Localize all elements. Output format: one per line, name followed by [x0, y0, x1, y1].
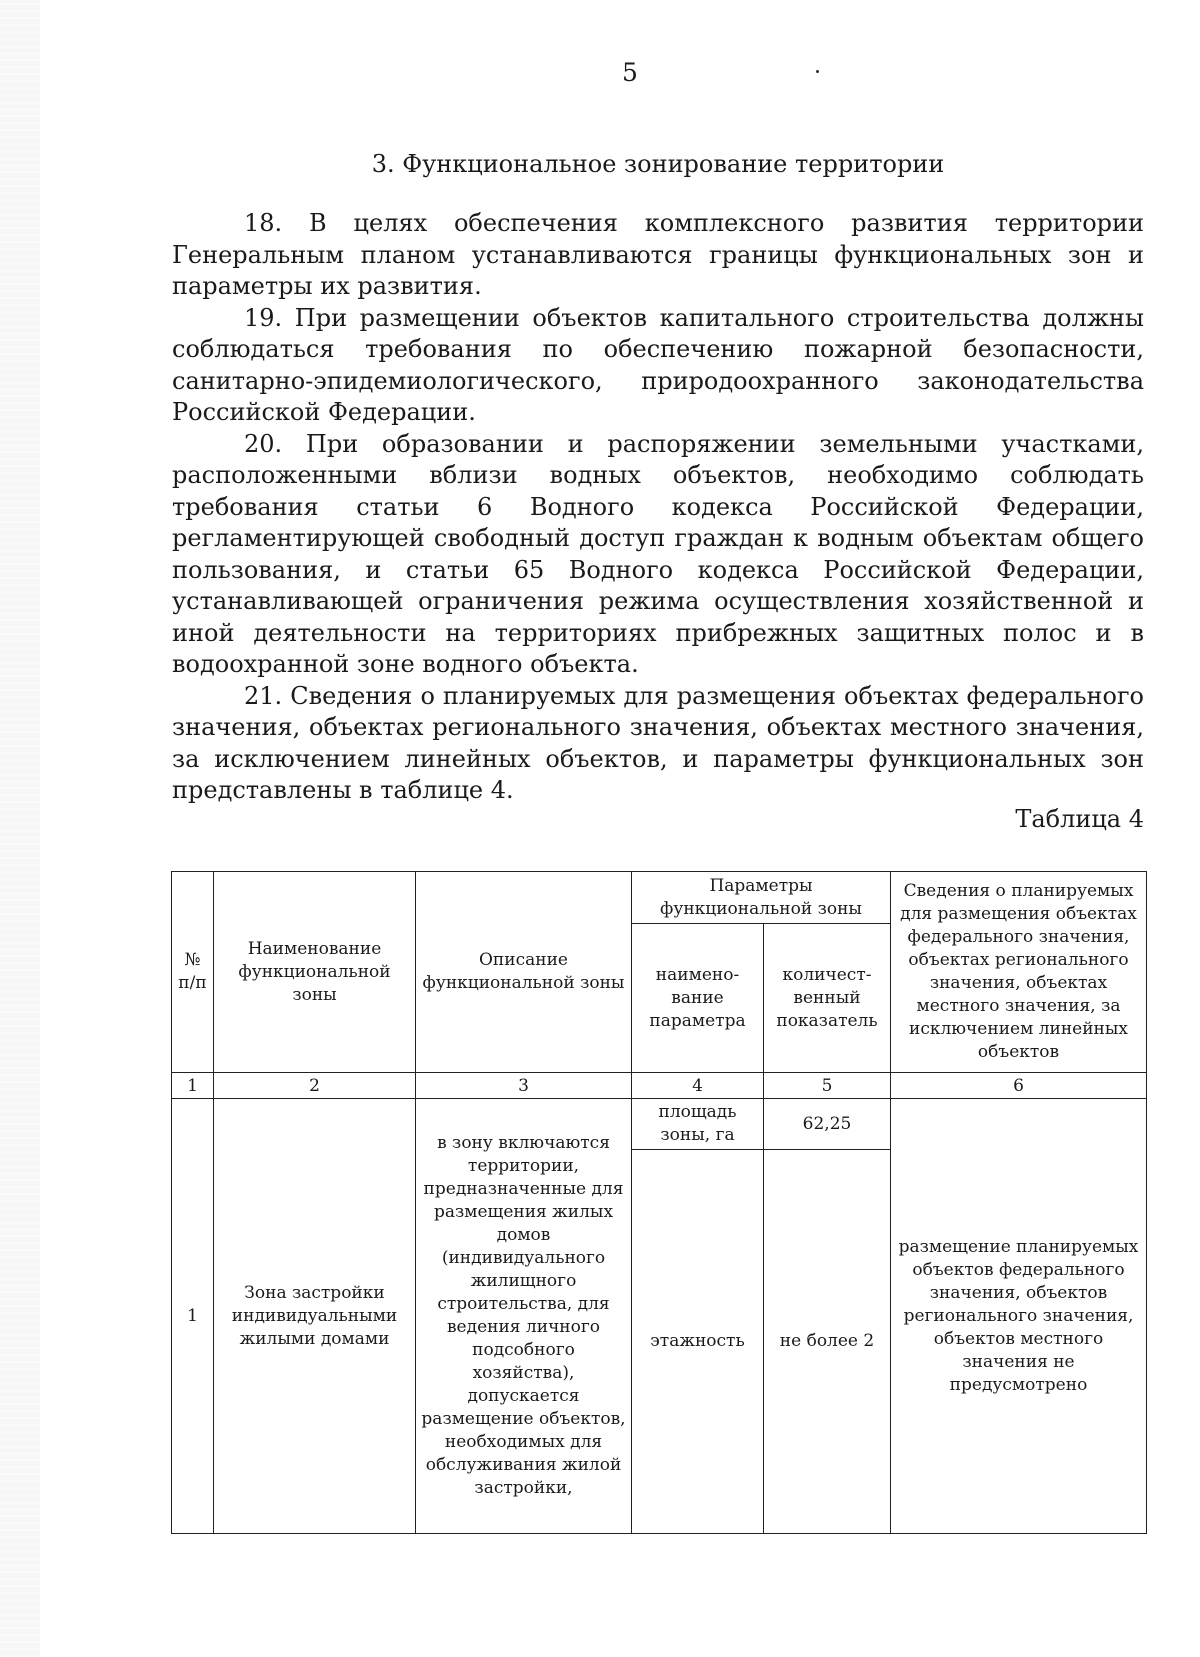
scan-edge — [0, 0, 40, 1657]
header-params-group: Параметры функциональной зоны — [632, 872, 891, 924]
scan-speck — [816, 70, 819, 73]
row-planned-objects: размещение планируемых объектов федерального значения, объектов регионального значения, объектов местного значения не предусмотрено — [891, 1099, 1147, 1534]
column-number: 6 — [891, 1073, 1147, 1099]
header-row-1 — [172, 872, 1147, 924]
column-number-row — [172, 1073, 1147, 1099]
row-param-value: 62,25 — [764, 1099, 891, 1150]
page-number: 5 — [622, 58, 638, 87]
table-row — [172, 1099, 1147, 1150]
zones-table — [171, 871, 1147, 1534]
body-text — [172, 208, 1144, 807]
column-number: 2 — [214, 1073, 416, 1099]
row-zone-description: в зону включаются территории, предназначенные для размещения жилых домов (индивидуального жилищного строительства, для ведения личного подсобного хозяйства), допускается размещение объектов, необходимых для обслуживания жилой застройки, — [416, 1099, 632, 1534]
table-caption: Таблица 4 — [1015, 805, 1144, 833]
row-param-name: площадь зоны, га — [632, 1099, 764, 1150]
paragraph-18: 18. В целях обеспечения комплексного развития территории Генеральным планом устанавливаются границы функциональных зон и параметры их развития. — [172, 209, 1144, 300]
paragraph-19: 19. При размещении объектов капитального строительства должны соблюдаться требования по обеспечению пожарной безопасности, санитарно-эпидемиологического, природоохранного законодательства Российской Федерации. — [172, 303, 1144, 426]
column-number: 1 — [172, 1073, 214, 1099]
column-number: 5 — [764, 1073, 891, 1099]
header-zone-name: Наименование функциональной зоны — [214, 872, 416, 1073]
row-param-value: не более 2 — [764, 1150, 891, 1534]
header-planned-objects: Сведения о планируемых для размещения объектах федерального значения, объектах регионального значения, объектах местного значения, за исключением линейных объектов — [891, 872, 1147, 1073]
row-param-name: этажность — [632, 1150, 764, 1534]
row-num: 1 — [172, 1099, 214, 1534]
header-zone-description: Описание функциональной зоны — [416, 872, 632, 1073]
paragraph-20: 20. При образовании и распоряжении земельными участками, расположенными вблизи водных объектов, необходимо соблюдать требования статьи 6 Водного кодекса Российской Федерации, регламентирующей свободный доступ граждан к водным объектам общего пользования, и статьи 65 Водного кодекса Российской Федерации, устанавливающей ограничения режима осуществления хозяйственной и иной деятельности на территориях прибрежных защитных полос и в водоохранной зоне водного объекта. — [172, 429, 1144, 678]
section-title: 3. Функциональное зонирование территории — [371, 150, 945, 178]
header-num: № п/п — [172, 872, 214, 1073]
header-param-name: наимено-вание параметра — [632, 924, 764, 1073]
paragraph-21: 21. Сведения о планируемых для размещения объектах федерального значения, объектах регионального значения, объектах местного значения, за исключением линейных объектов, и параметры функциональных зон представлены в таблице 4. — [172, 681, 1144, 804]
column-number: 3 — [416, 1073, 632, 1099]
header-param-value: количест-венный показатель — [764, 924, 891, 1073]
row-zone-name: Зона застройки индивидуальными жилыми домами — [214, 1099, 416, 1534]
column-number: 4 — [632, 1073, 764, 1099]
